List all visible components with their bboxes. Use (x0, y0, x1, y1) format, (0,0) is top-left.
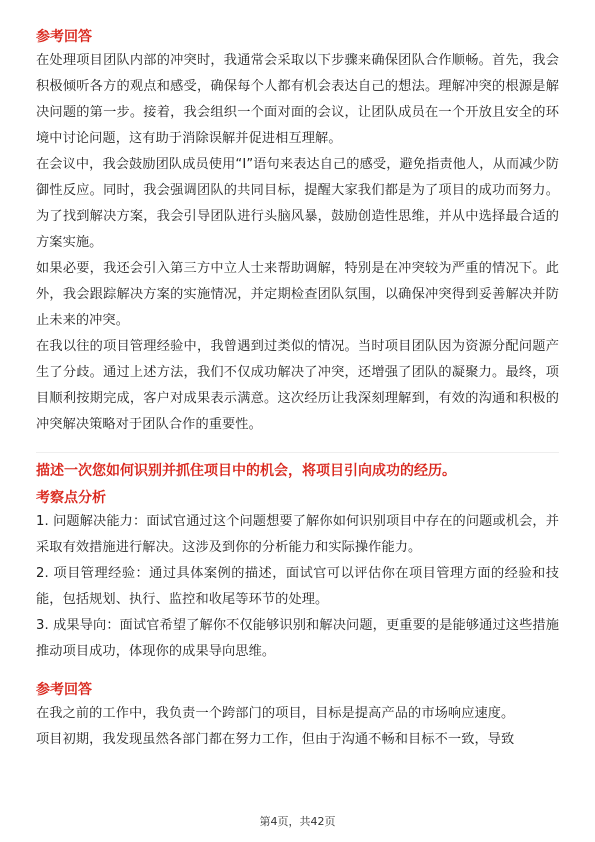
answer-paragraph: 如果必要，我还会引入第三方中立人士来帮助调解，特别是在冲突较为严重的情况下。此外，我会跟踪解决方案的实施情况，并定期检查团队氛围，以确保冲突得到妥善解决并防止未来的冲突。 (36, 261, 559, 328)
answer-paragraph: 在会议中，我会鼓励团队成员使用“I”语句来表达自己的感受，避免指责他人，从而减少防御性反应。同时，我会强调团队的共同目标，提醒大家我们都是为了项目的成功而努力。为了找到解决方案，我会引导团队进行头脑风暴，鼓励创造性思维，并从中选择最合适的方案实施。 (36, 157, 559, 250)
answer-paragraph: 在我以往的项目管理经验中，我曾遇到过类似的情况。当时项目团队因为资源分配问题产生了分歧。通过上述方法，我们不仅成功解决了冲突，还增强了团队的凝聚力。最终，项目顺利按期完成，客户对成果表示满意。这次经历让我深刻理解到，有效的沟通和积极的冲突解决策略对于团队合作的重要性。 (36, 339, 559, 432)
interview-question: 描述一次您如何识别并抓住项目中的机会，将项目引向成功的经历。 (36, 463, 456, 479)
document-page (36, 24, 559, 753)
analysis-item: 1. 问题解决能力：面试官通过这个问题想要了解你如何识别项目中存在的问题或机会，并采取有效措施进行解决。这涉及到你的分析能力和实际操作能力。 (36, 514, 559, 555)
answer-paragraph: 在我之前的工作中，我负责一个跨部门的项目，目标是提高产品的市场响应速度。 (36, 706, 515, 721)
answer-paragraph: 项目初期，我发现虽然各部门都在努力工作，但由于沟通不畅和目标不一致，导致 (36, 732, 515, 747)
answer-section-1 (36, 26, 559, 438)
analysis-item: 2. 项目管理经验：通过具体案例的描述，面试官可以评估你在项目管理方面的经验和技能，包括规划、执行、监控和收尾等环节的处理。 (36, 566, 559, 607)
reference-answer-heading: 参考回答 (36, 682, 92, 698)
page-number: 第4页，共42页 (259, 815, 336, 828)
page-footer (0, 814, 595, 830)
answer-paragraph: 在处理项目团队内部的冲突时，我通常会采取以下步骤来确保团队合作顺畅。首先，我会积极倾听各方的观点和感受，确保每个人都有机会表达自己的想法。理解冲突的根源是解决问题的第一步。接着，我会组织一个面对面的会议，让团队成员在一个开放且安全的环境中讨论问题，这有助于消除误解并促进相互理解。 (36, 53, 559, 146)
question-section-2 (36, 452, 559, 753)
analysis-heading: 考察点分析 (36, 490, 106, 506)
reference-answer-heading: 参考回答 (36, 29, 92, 45)
analysis-item: 3. 成果导向：面试官希望了解你不仅能够识别和解决问题，更重要的是能够通过这些措施推动项目成功，体现你的成果导向思维。 (36, 618, 559, 659)
